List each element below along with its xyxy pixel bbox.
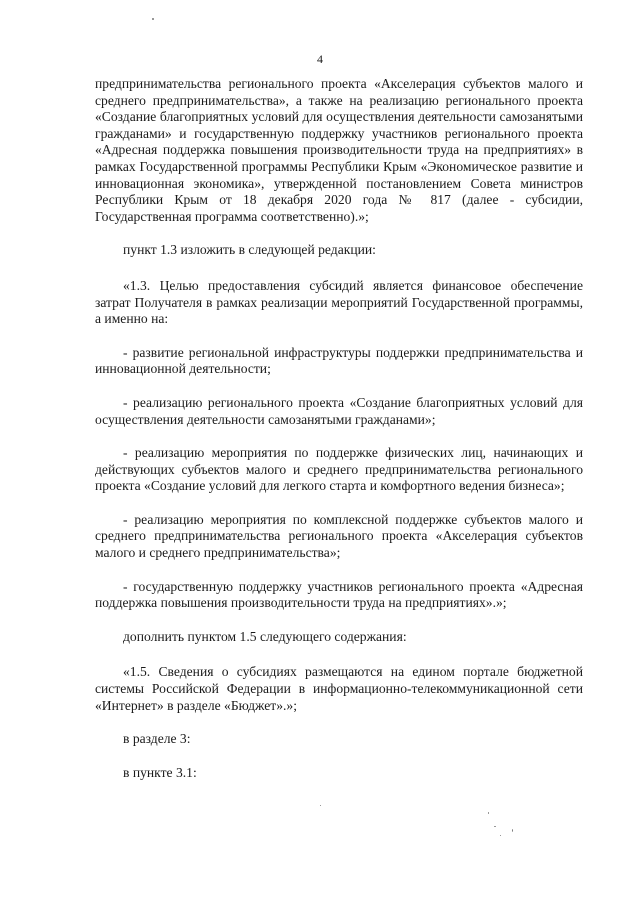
scan-speck — [488, 812, 489, 814]
paragraph-item-1-3-text: «1.3. Целью предоставления субсидий является финансовое обеспечение затрат Получателя в рамках реализации мероприятий Государственной программы, а именно на: — [95, 277, 583, 327]
paragraph-item-1-3-intro: пункт 1.3 изложить в следующей редакции: — [123, 242, 376, 258]
paragraph-section-3: в разделе 3: — [123, 731, 191, 747]
list-item-acceleration: - реализацию мероприятия по комплексной поддержке субъектов малого и среднего предпринимательства регионального проекта «Акселерация субъектов малого и среднего предпринимательства»; — [95, 511, 583, 561]
scan-speck — [512, 829, 513, 832]
paragraph-item-1-5-text: «1.5. Сведения о субсидиях размещаются на едином портале бюджетной системы Российской Федерации в информационно-телекоммуникационной сети «Интернет» в разделе «Бюджет».»; — [95, 664, 583, 713]
scan-speck — [152, 18, 154, 20]
scan-speck — [320, 805, 321, 806]
list-item-infrastructure: - развитие региональной инфраструктуры поддержки предпринимательства и инновационной деятельности; — [95, 344, 583, 377]
list-item-self-employed: - реализацию регионального проекта «Создание благоприятных условий для осуществления деятельности самозанятыми гражданами»; — [95, 394, 583, 427]
paragraph-subsidy-purpose-continued: предпринимательства регионального проекта «Акселерация субъектов малого и среднего предпринимательства», а также на реализацию регионального проекта «Создание благоприятных условий для осуществления деятельности самозанятыми гражданами» и государственную поддержку участников регионального проекта «Адресная поддержка повышения производительности труда на предприятиях» в рамках Государственной программы Республики Крым «Экономическое развитие и инновационная экономика», утвержденной постановлением Совета министров Республики Крым от 18 декабря 2020 года № 817 (далее - субсидии, Государственная программа соответственно).»; — [95, 76, 583, 224]
paragraph-item-3-1: в пункте 3.1: — [123, 764, 197, 780]
scan-speck — [500, 835, 501, 836]
list-item-productivity: - государственную поддержку участников регионального проекта «Адресная поддержка повышения производительности труда на предприятиях».»; — [95, 578, 583, 611]
document-body — [95, 76, 583, 781]
paragraph-item-1-5-intro: дополнить пунктом 1.5 следующего содержания: — [123, 628, 407, 644]
scan-speck — [494, 826, 496, 827]
page-number: 4 — [317, 52, 323, 66]
list-item-easy-start: - реализацию мероприятия по поддержке физических лиц, начинающих и действующих субъектов малого и среднего предпринимательства регионального проекта «Создание условий для легкого старта и комфортного ведения бизнеса»; — [95, 445, 583, 494]
